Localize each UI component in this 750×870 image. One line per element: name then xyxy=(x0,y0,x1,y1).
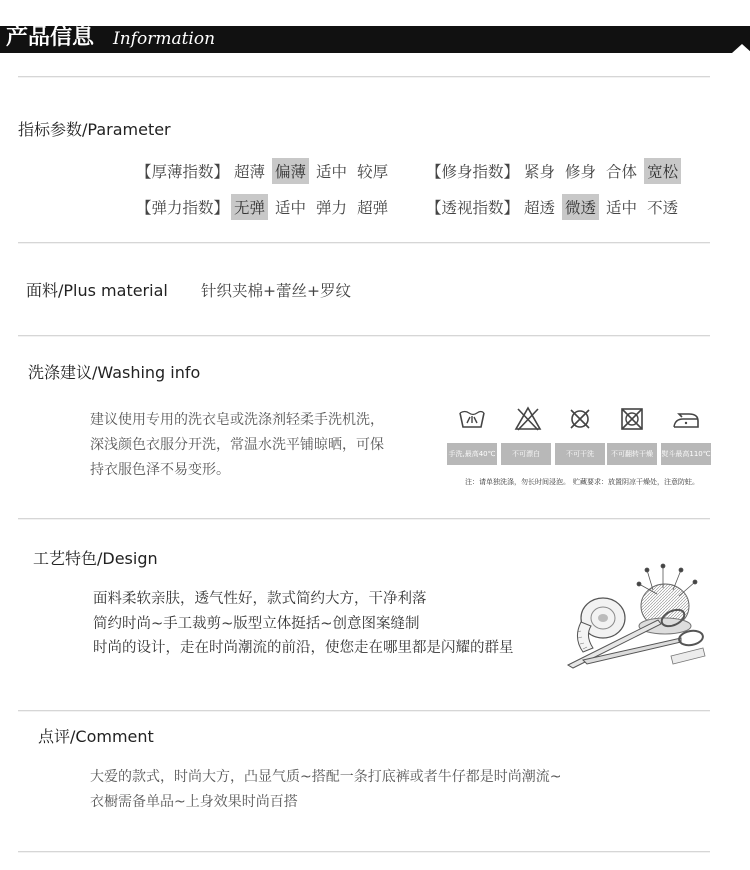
washing-text xyxy=(90,408,384,483)
header-title: 产品信息 xyxy=(6,25,95,50)
param-label: 【修身指数】 xyxy=(426,163,520,181)
divider xyxy=(18,851,710,853)
param-option-selected: 宽松 xyxy=(644,158,681,184)
param-row-thickness xyxy=(136,158,395,184)
param-option: 紧身 xyxy=(524,163,556,181)
wash-tag: 手洗,最高40℃ xyxy=(447,443,497,465)
param-option: 弹力 xyxy=(316,199,348,217)
no-bleach-icon xyxy=(513,405,543,433)
param-row-transparency xyxy=(426,194,685,220)
param-option: 修身 xyxy=(565,163,597,181)
no-dry-clean-icon xyxy=(565,405,595,433)
design-text xyxy=(93,587,514,661)
hand-wash-icon xyxy=(457,405,487,433)
wash-note: 注：请单独洗涤，勿长时间浸泡。 xyxy=(465,478,570,486)
design-line: 简约时尚~手工裁剪~版型立体挺括~创意图案缝制 xyxy=(93,615,420,632)
param-option: 较厚 xyxy=(357,163,389,181)
divider xyxy=(18,76,710,78)
param-option: 适中 xyxy=(275,199,307,217)
param-option-selected: 偏薄 xyxy=(272,158,309,184)
param-row-fit xyxy=(426,158,685,184)
param-option: 合体 xyxy=(606,163,638,181)
sewing-tools-illustration xyxy=(563,560,708,670)
param-option-selected: 无弹 xyxy=(231,194,268,220)
param-label: 【厚薄指数】 xyxy=(136,163,230,181)
iron-icon xyxy=(671,405,701,433)
wash-symbols xyxy=(445,405,715,495)
header-notch xyxy=(732,44,750,53)
wash-tag: 不可翻转干燥 xyxy=(607,443,657,465)
param-option: 超透 xyxy=(524,199,556,217)
wash-tag: 不可漂白 xyxy=(501,443,551,465)
param-label: 【弹力指数】 xyxy=(136,199,230,217)
washing-line: 建议使用专用的洗衣皂或洗涤剂轻柔手洗机洗， xyxy=(90,412,384,428)
divider xyxy=(18,242,710,244)
divider xyxy=(18,710,710,712)
param-label: 【透视指数】 xyxy=(426,199,520,217)
param-option-selected: 微透 xyxy=(562,194,599,220)
washing-title: 洗涤建议/Washing info xyxy=(28,363,201,382)
param-option: 适中 xyxy=(316,163,348,181)
param-option: 适中 xyxy=(606,199,638,217)
param-option: 超弹 xyxy=(357,199,389,217)
divider xyxy=(18,518,710,520)
wash-tag: 熨斗最高110℃ xyxy=(661,443,711,465)
comment-title: 点评/Comment xyxy=(38,727,154,746)
header-subtitle: Information xyxy=(113,29,216,49)
param-option: 不透 xyxy=(647,199,679,217)
parameter-title: 指标参数/Parameter xyxy=(18,120,171,139)
design-line: 面料柔软亲肤，透气性好，款式简约大方，干净利落 xyxy=(93,591,427,607)
no-tumble-dry-icon xyxy=(617,405,647,433)
comment-line: 大爱的款式，时尚大方，凸显气质~搭配一条打底裤或者牛仔都是时尚潮流~ xyxy=(90,769,562,785)
washing-line: 持衣服色泽不易变形。 xyxy=(90,462,230,478)
param-row-elasticity xyxy=(136,194,395,220)
fabric-title: 面料/Plus material xyxy=(26,281,168,300)
design-line: 时尚的设计，走在时尚潮流的前沿，使您走在哪里都是闪耀的群星 xyxy=(93,640,514,656)
washing-line: 深浅颜色衣服分开洗，常温水洗平铺晾晒，可保 xyxy=(90,437,384,453)
divider xyxy=(18,335,710,337)
design-title: 工艺特色/Design xyxy=(33,549,158,568)
wash-note: 贮藏要求：放置阴凉干燥处，注意防蛀。 xyxy=(573,478,699,486)
comment-text xyxy=(90,765,561,815)
fabric-value: 针织夹棉+蕾丝+罗纹 xyxy=(201,282,351,300)
param-option: 超薄 xyxy=(234,163,266,181)
wash-tag: 不可干洗 xyxy=(555,443,605,465)
comment-line: 衣橱需备单品~上身效果时尚百搭 xyxy=(90,794,298,810)
